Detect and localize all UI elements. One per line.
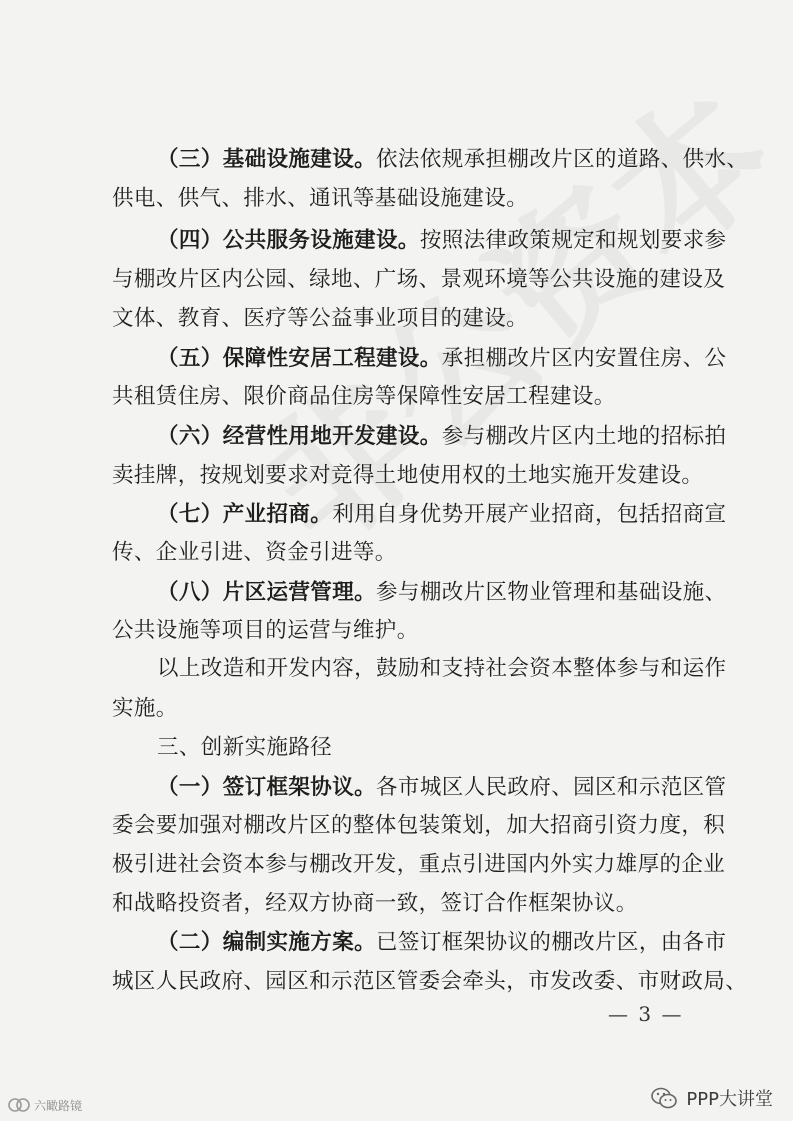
- paragraph-text: 参与棚改片区物业管理和基础设施、: [376, 580, 727, 605]
- text-line: [0, 377, 793, 417]
- text-line: [0, 728, 793, 768]
- footer-watermark-left: [8, 1094, 82, 1116]
- text-line: [0, 689, 793, 729]
- section-heading: （八）片区运营管理。: [157, 580, 377, 605]
- text-line: [0, 533, 793, 573]
- text-line: [0, 456, 793, 496]
- paragraph-text: 与棚改片区内公园、绿地、广场、景观环境等公共设施的建设及: [112, 267, 726, 292]
- wechat-icon: [650, 1086, 678, 1110]
- text-line: [0, 962, 793, 1002]
- text-line: [0, 179, 793, 219]
- text-line: [0, 806, 793, 846]
- footer-left-text: 六瞰路镜: [34, 1098, 83, 1113]
- paragraph-text: 已签订框架协议的棚改片区，由各市: [376, 930, 727, 955]
- paragraph-text: 承担棚改片区内安置住房、公: [441, 346, 727, 371]
- text-line: [0, 495, 793, 535]
- paragraph-text: 按照法律政策规定和规划要求参: [419, 228, 727, 253]
- text-line: [0, 923, 793, 963]
- paragraph-text: 卖挂牌，按规划要求对竞得土地使用权的土地实施开发建设。: [112, 463, 704, 488]
- paragraph-text: 供电、供气、排水、通讯等基础设施建设。: [112, 186, 529, 211]
- paragraph-text: 和战略投资者，经双方协商一致，签订合作框架协议。: [112, 891, 638, 916]
- text-line: [0, 611, 793, 651]
- text-line: [0, 845, 793, 885]
- page-number: — 3 —: [608, 1002, 684, 1026]
- text-line: [0, 884, 793, 924]
- paragraph-text: 委会要加强对棚改片区的整体包装策划，加大招商引资力度，积: [112, 813, 726, 838]
- section-heading: （七）产业招商。: [157, 502, 333, 527]
- paragraph-text: 实施。: [112, 696, 178, 721]
- chapter-heading: 三、创新实施路径: [157, 735, 333, 760]
- paragraph-text: 城区人民政府、园区和示范区管委会牵头，市发改委、市财政局、: [112, 969, 748, 994]
- section-heading: （六）经营性用地开发建设。: [157, 424, 442, 449]
- text-line: [0, 768, 793, 808]
- text-line: [0, 417, 793, 457]
- paragraph-text: 以上改造和开发内容，鼓励和支持社会资本整体参与和运作: [157, 656, 727, 681]
- section-heading: （四）公共服务设施建设。: [157, 228, 420, 253]
- paragraph-text: 依法依规承担棚改片区的道路、供水、: [376, 147, 749, 172]
- section-heading: （三）基础设施建设。: [157, 147, 377, 172]
- section-heading: （二）编制实施方案。: [157, 930, 377, 955]
- text-line: [0, 339, 793, 379]
- paragraph-text: 文体、教育、医疗等公益事业项目的建设。: [112, 306, 529, 331]
- paragraph-text: 共租赁住房、限价商品住房等保障性安居工程建设。: [112, 384, 616, 409]
- text-line: [0, 260, 793, 300]
- paragraph-text: 参与棚改片区内土地的招标拍: [441, 424, 727, 449]
- paragraph-text: 各市城区人民政府、园区和示范区管: [376, 775, 727, 800]
- footer-watermark-right: [650, 1083, 773, 1113]
- text-line: [0, 299, 793, 339]
- logo-icon: [8, 1096, 30, 1114]
- text-line: [0, 140, 793, 180]
- footer-right-text: PPP大讲堂: [686, 1089, 773, 1110]
- paragraph-text: 公共设施等项目的运营与维护。: [112, 618, 419, 643]
- paragraph-text: 传、企业引进、资金引进等。: [112, 540, 397, 565]
- paragraph-text: 利用自身优势开展产业招商，包括招商宣: [332, 502, 727, 527]
- text-line: [0, 649, 793, 689]
- text-line: [0, 221, 793, 261]
- paragraph-text: 极引进社会资本参与棚改开发，重点引进国内外实力雄厚的企业: [112, 852, 726, 877]
- section-heading: （五）保障性安居工程建设。: [157, 346, 442, 371]
- text-line: [0, 573, 793, 613]
- section-heading: （一）签订框架协议。: [157, 775, 377, 800]
